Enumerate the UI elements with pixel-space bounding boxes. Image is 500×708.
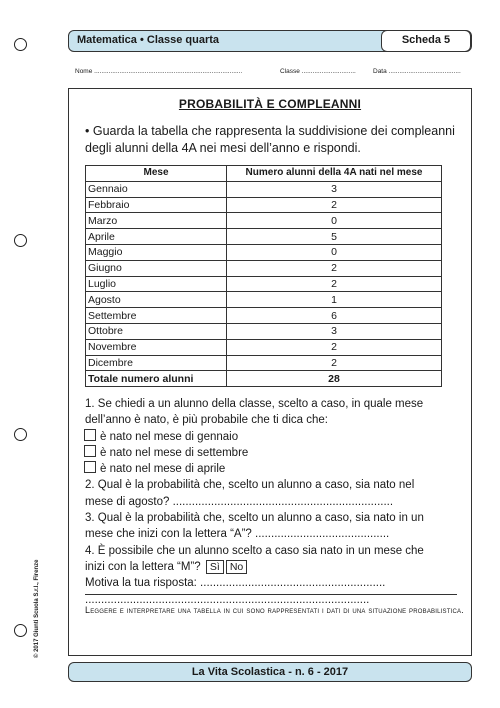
subject-label: Matematica • Classe quarta — [77, 34, 220, 46]
questions-section — [85, 396, 470, 608]
month-cell: Marzo — [86, 213, 227, 229]
option-aprile — [85, 461, 470, 477]
question-4-text: inizi con la lettera “M”? — [85, 560, 201, 573]
binder-hole-2 — [14, 234, 27, 247]
count-cell: 2 — [227, 260, 442, 276]
total-label: Totale numero alunni — [86, 371, 227, 387]
date-field[interactable]: Data ........................................ — [373, 68, 461, 75]
count-cell: 2 — [227, 355, 442, 371]
table-row — [86, 308, 442, 324]
question-4-line-1: 4. È possibile che un alunno scelto a caso sia nato in un mese che — [85, 544, 424, 557]
question-1-line-2: dell’anno è nato, è più probabile che ti dica che: — [85, 414, 328, 427]
table-row — [86, 181, 442, 197]
count-cell: 3 — [227, 323, 442, 339]
checkbox-aprile[interactable] — [84, 461, 96, 473]
yes-box[interactable]: Sì — [206, 560, 224, 574]
count-cell: 3 — [227, 181, 442, 197]
question-2-line-1: 2. Qual è la probabilità che, scelto un alunno a caso, sia nato nel — [85, 479, 415, 492]
divider-line — [85, 594, 457, 595]
table-row — [86, 276, 442, 292]
copyright-text: © 2017 Giunti Scuola S.r.l., Firenze — [34, 559, 40, 658]
table-row — [86, 323, 442, 339]
month-cell: Maggio — [86, 244, 227, 260]
count-cell: 5 — [227, 229, 442, 245]
table-row — [86, 355, 442, 371]
month-cell: Dicembre — [86, 355, 227, 371]
checkbox-gennaio[interactable] — [84, 429, 96, 441]
table-row — [86, 244, 442, 260]
table-row — [86, 197, 442, 213]
table-row — [86, 292, 442, 308]
month-cell: Febbraio — [86, 197, 227, 213]
month-cell: Aprile — [86, 229, 227, 245]
table-total-row — [86, 371, 442, 387]
table-header-row — [86, 166, 442, 182]
count-cell: 0 — [227, 244, 442, 260]
objective-note: Leggere e interpretare una tabella in cui sono rappresentati i dati di una situazione probabilistica. — [85, 605, 464, 615]
column-header: Mese — [86, 166, 227, 182]
binder-hole-1 — [14, 38, 27, 51]
instruction-text: • Guarda la tabella che rappresenta la suddivisione dei compleanni degli alunni della 4A nei mesi dell’anno e rispondi. — [85, 124, 455, 155]
checkbox-settembre[interactable] — [84, 445, 96, 457]
class-field[interactable]: Classe .............................. — [280, 68, 356, 75]
total-value: 28 — [227, 371, 442, 387]
month-cell: Giugno — [86, 260, 227, 276]
month-cell: Agosto — [86, 292, 227, 308]
worksheet-title: PROBABILITÀ E COMPLEANNI — [178, 97, 362, 111]
count-cell: 1 — [227, 292, 442, 308]
sheet-label: Scheda 5 — [381, 30, 471, 52]
binder-hole-4 — [14, 624, 27, 637]
table-row — [86, 213, 442, 229]
question-1-line-1: 1. Se chiedi a un alunno della classe, scelto a caso, in quale mese — [85, 398, 424, 410]
motivation-line-2[interactable]: ......................................................................................... — [85, 593, 370, 606]
footer-bar: La Vita Scolastica - n. 6 - 2017 — [68, 662, 472, 682]
column-header: Numero alunni della 4A nati nel mese — [227, 166, 442, 182]
question-2-answer-line[interactable]: mese di agosto? ..................................................................... — [85, 495, 394, 508]
month-cell: Luglio — [86, 276, 227, 292]
month-cell: Novembre — [86, 339, 227, 355]
option-settembre — [85, 445, 470, 461]
option-label: è nato nel mese di settembre — [100, 446, 249, 459]
count-cell: 0 — [227, 213, 442, 229]
count-cell: 6 — [227, 308, 442, 324]
question-3-answer-line[interactable]: mese che inizi con la lettera “A”? .......................................... — [85, 528, 390, 541]
name-field[interactable]: Nome .................................................................................. — [75, 68, 243, 75]
option-gennaio — [85, 429, 470, 445]
count-cell: 2 — [227, 197, 442, 213]
month-cell: Gennaio — [86, 181, 227, 197]
option-label: è nato nel mese di aprile — [100, 463, 226, 476]
count-cell: 2 — [227, 339, 442, 355]
question-3-line-1: 3. Qual è la probabilità che, scelto un alunno a caso, sia nato in un — [85, 512, 424, 525]
worksheet-frame — [68, 88, 472, 656]
month-cell: Ottobre — [86, 323, 227, 339]
birthday-table — [85, 165, 442, 387]
question-4-line-2 — [85, 559, 470, 575]
month-cell: Settembre — [86, 308, 227, 324]
option-label: è nato nel mese di gennaio — [100, 430, 239, 443]
table-row — [86, 339, 442, 355]
table-row — [86, 229, 442, 245]
count-cell: 2 — [227, 276, 442, 292]
header-bar — [68, 30, 472, 52]
binder-hole-3 — [14, 428, 27, 441]
motivation-line[interactable]: Motiva la tua risposta: .......................................................... — [85, 577, 386, 590]
table-row — [86, 260, 442, 276]
no-box[interactable]: No — [226, 560, 247, 574]
